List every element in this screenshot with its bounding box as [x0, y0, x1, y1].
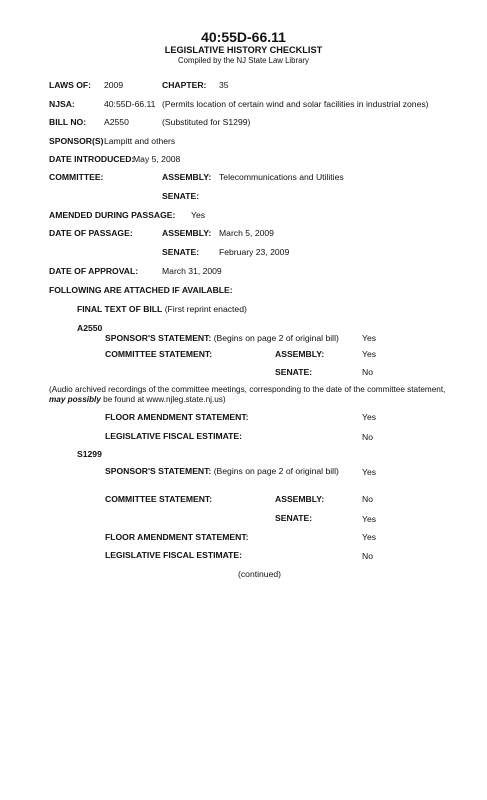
s1299-fiscal-value: No — [362, 551, 373, 561]
a2550-assembly-label: ASSEMBLY: — [275, 349, 325, 359]
s1299-fiscal-label: LEGISLATIVE FISCAL ESTIMATE: — [105, 550, 243, 560]
audio-note-link-text: be found at www.njleg.state.nj.us) — [103, 395, 226, 404]
date-of-approval-label: DATE OF APPROVAL: — [49, 266, 139, 276]
s1299-sponsor-value: Yes — [362, 467, 377, 477]
a2550-sponsor-line — [105, 333, 339, 343]
sponsors-label: SPONSOR(S) — [49, 136, 104, 146]
s1299-floor-label: FLOOR AMENDMENT STATEMENT: — [105, 532, 249, 542]
njsa-label: NJSA: — [49, 99, 75, 109]
passage-assembly-label: ASSEMBLY: — [162, 228, 212, 238]
s1299-floor-value: Yes — [362, 532, 377, 542]
passage-senate-label: SENATE: — [162, 247, 200, 257]
page-subtitle: Compiled by the NJ State Law Library — [178, 56, 309, 65]
chapter-label: CHAPTER: — [162, 80, 207, 90]
audio-note-text: (Audio archived recordings of the committee meetings, corresponding to the date of the committee statement, — [49, 385, 446, 394]
amended-label: AMENDED DURING PASSAGE: — [49, 210, 176, 220]
a2550-sponsor-note: (Begins on page 2 of original bill) — [213, 333, 339, 343]
date-introduced-value: May 5, 2008 — [133, 154, 181, 164]
audio-note — [49, 385, 449, 405]
a2550-fiscal-label: LEGISLATIVE FISCAL ESTIMATE: — [105, 431, 243, 441]
final-text-label: FINAL TEXT OF BILL — [77, 304, 163, 314]
final-text-note: (First reprint enacted) — [164, 304, 247, 314]
passage-senate-value: February 23, 2009 — [219, 247, 290, 257]
date-introduced-label: DATE INTRODUCED: — [49, 154, 135, 164]
amended-value: Yes — [191, 210, 206, 220]
date-of-passage-label: DATE OF PASSAGE: — [49, 228, 133, 238]
laws-of-value: 2009 — [104, 80, 124, 90]
s1299-senate-value: Yes — [362, 514, 377, 524]
s1299-senate-label: SENATE: — [275, 513, 313, 523]
a2550-assembly-value: Yes — [362, 349, 377, 359]
s1299-sponsor-line — [105, 466, 339, 476]
a2550-heading: A2550 — [77, 323, 103, 333]
statute-code: 40:55D-66.11 — [201, 29, 286, 45]
bill-no-note: (Substituted for S1299) — [162, 117, 251, 127]
sponsors-value: Lampitt and others — [104, 136, 176, 146]
s1299-committee-label: COMMITTEE STATEMENT: — [105, 494, 213, 504]
audio-note-emphasis: may possibly — [49, 395, 101, 404]
a2550-floor-value: Yes — [362, 412, 377, 422]
following-heading: FOLLOWING ARE ATTACHED IF AVAILABLE: — [49, 285, 233, 295]
s1299-sponsor-label: SPONSOR'S STATEMENT: — [105, 466, 212, 476]
a2550-senate-label: SENATE: — [275, 367, 313, 377]
committee-assembly-value: Telecommunications and Utilities — [219, 172, 344, 182]
bill-no-value: A2550 — [104, 117, 129, 127]
chapter-value: 35 — [219, 80, 229, 90]
passage-assembly-value: March 5, 2009 — [219, 228, 274, 238]
laws-of-label: LAWS OF: — [49, 80, 92, 90]
final-text-line — [77, 304, 247, 314]
s1299-sponsor-note: (Begins on page 2 of original bill) — [213, 466, 339, 476]
s1299-assembly-value: No — [362, 494, 373, 504]
njsa-value: 40:55D-66.11 — [104, 99, 156, 109]
date-of-approval-value: March 31, 2009 — [162, 266, 222, 276]
a2550-senate-value: No — [362, 367, 373, 377]
committee-senate-label: SENATE: — [162, 191, 200, 201]
a2550-committee-label: COMMITTEE STATEMENT: — [105, 349, 213, 359]
a2550-floor-label: FLOOR AMENDMENT STATEMENT: — [105, 412, 249, 422]
committee-assembly-label: ASSEMBLY: — [162, 172, 212, 182]
page-title: LEGISLATIVE HISTORY CHECKLIST — [164, 45, 323, 55]
bill-no-label: BILL NO: — [49, 117, 87, 127]
continued-note: (continued) — [238, 569, 281, 579]
a2550-sponsor-label: SPONSOR'S STATEMENT: — [105, 333, 212, 343]
a2550-sponsor-value: Yes — [362, 333, 377, 343]
a2550-fiscal-value: No — [362, 432, 373, 442]
njsa-note: (Permits location of certain wind and solar facilities in industrial zones) — [162, 99, 429, 109]
s1299-assembly-label: ASSEMBLY: — [275, 494, 325, 504]
s1299-heading: S1299 — [77, 449, 102, 459]
committee-label: COMMITTEE: — [49, 172, 104, 182]
